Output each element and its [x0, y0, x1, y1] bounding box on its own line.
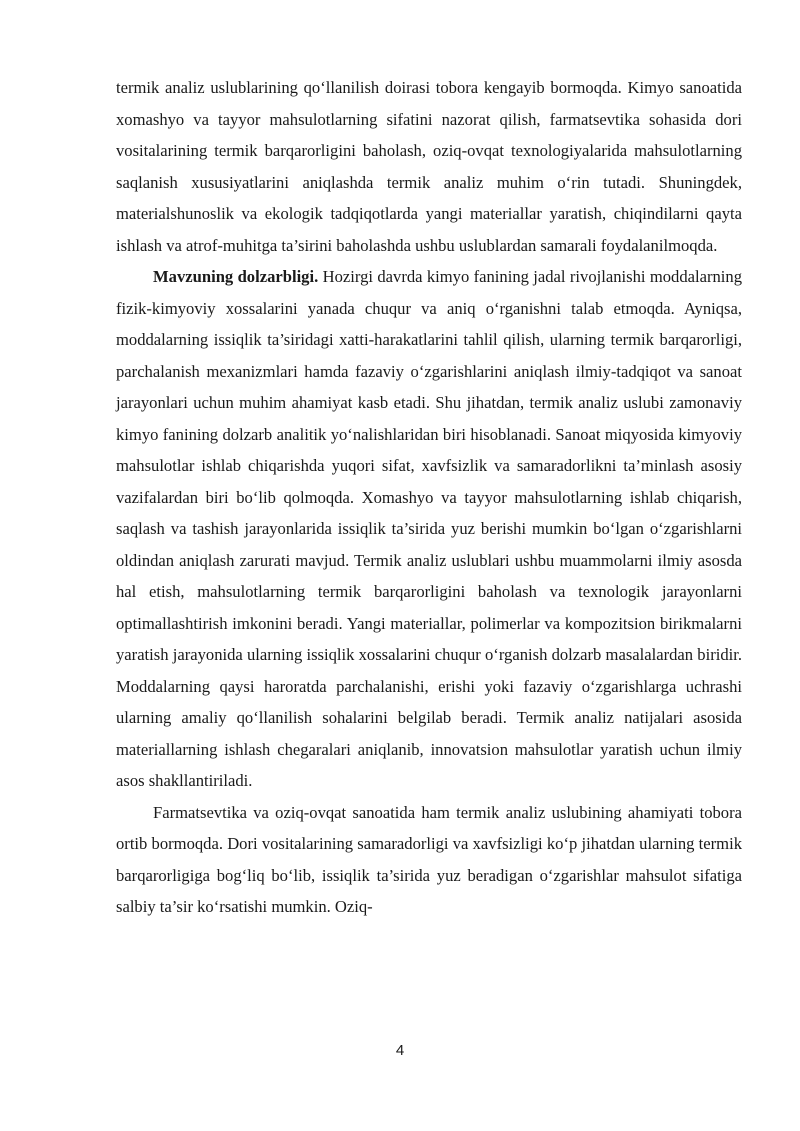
- document-body: [116, 72, 742, 923]
- section-heading: Mavzuning dolzarbligi.: [153, 267, 319, 286]
- page-number: 4: [395, 1042, 405, 1059]
- paragraph-text: termik analiz uslublarining qo‘llanilish doirasi tobora kengayib bormoqda. Kimyo sanoatida xomashyo va tayyor mahsulotlarning sifatini nazorat qilish, farmatsevtika sohasida dori vositalarining termik barqarorligini baholash, oziq-ovqat texnologiyalarida mahsulotlarning saqlanish xususiyatlarini aniqlashda termik analiz muhim o‘rin tutadi. Shuningdek, materialshunoslik va ekologik tadqiqotlarda yangi materiallar yaratish, chiqindilarni qayta ishlash va atrof-muhitga ta’sirini baholashda ushbu uslublardan samarali foydalanilmoqda.: [116, 78, 742, 255]
- paragraph-continuation: [116, 72, 742, 261]
- paragraph-text: Farmatsevtika va oziq-ovqat sanoatida ham termik analiz uslubining ahamiyati tobora ortib bormoqda. Dori vositalarining samaradorligi va xavfsizligi ko‘p jihatdan ularning termik barqarorligiga bog‘liq bo‘lib, issiqlik ta’sirida yuz beradigan o‘zgarishlar mahsulot sifatiga salbiy ta’sir ko‘rsatishi mumkin. Oziq-: [116, 802, 742, 916]
- paragraph-pharma: [116, 797, 742, 923]
- paragraph-relevance: [116, 261, 742, 797]
- paragraph-text: Hozirgi davrda kimyo fanining jadal rivojlanishi moddalarning fizik-kimyoviy xossalarini yanada chuqur va aniq o‘rganishni talab etmoqda. Ayniqsa, moddalarning issiqlik ta’siridagi xatti-harakatlarini tahlil qilish, ularning termik barqarorligi, parchalanish mexanizmlari hamda fazaviy o‘zgarishlarini aniqlash ilmiy-tadqiqot va sanoat jarayonlari uchun muhim ahamiyat kasb etadi. Shu jihatdan, termik analiz uslubi zamonaviy kimyo fanining dolzarb analitik yo‘nalishlaridan biri hisoblanadi. Sanoat miqyosida kimyoviy mahsulotlar ishlab chiqarishda yuqori sifat, xavfsizlik va samaradorlikni ta’minlash asosiy vazifalardan biri bo‘lib qolmoqda. Xomashyo va tayyor mahsulotlarning ishlab chiqarish, saqlash va tashish jarayonlarida issiqlik ta’sirida yuz berishi mumkin bo‘lgan o‘zgarishlarni oldindan aniqlash zarurati mavjud. Termik analiz uslublari ushbu muammolarni ilmiy asosda hal etish, mahsulotlarning termik barqarorligini baholash va texnologik jarayonlarni optimallashtirish imkonini beradi. Yangi materiallar, polimerlar va kompozitsion birikmalarni yaratish jarayonida ularning issiqlik xossalarini chuqur o‘rganish dolzarb masalalardan biridir. Moddalarning qaysi haroratda parchalanishi, erishi yoki fazaviy o‘zgarishlarga uchrashi ularning amaliy qo‘llanilish sohalarini belgilab beradi. Termik analiz natijalari asosida materiallarning ishlash chegaralari aniqlanib, innovatsion mahsulotlar yaratish uchun ilmiy asos shakllantiriladi.: [116, 267, 742, 790]
